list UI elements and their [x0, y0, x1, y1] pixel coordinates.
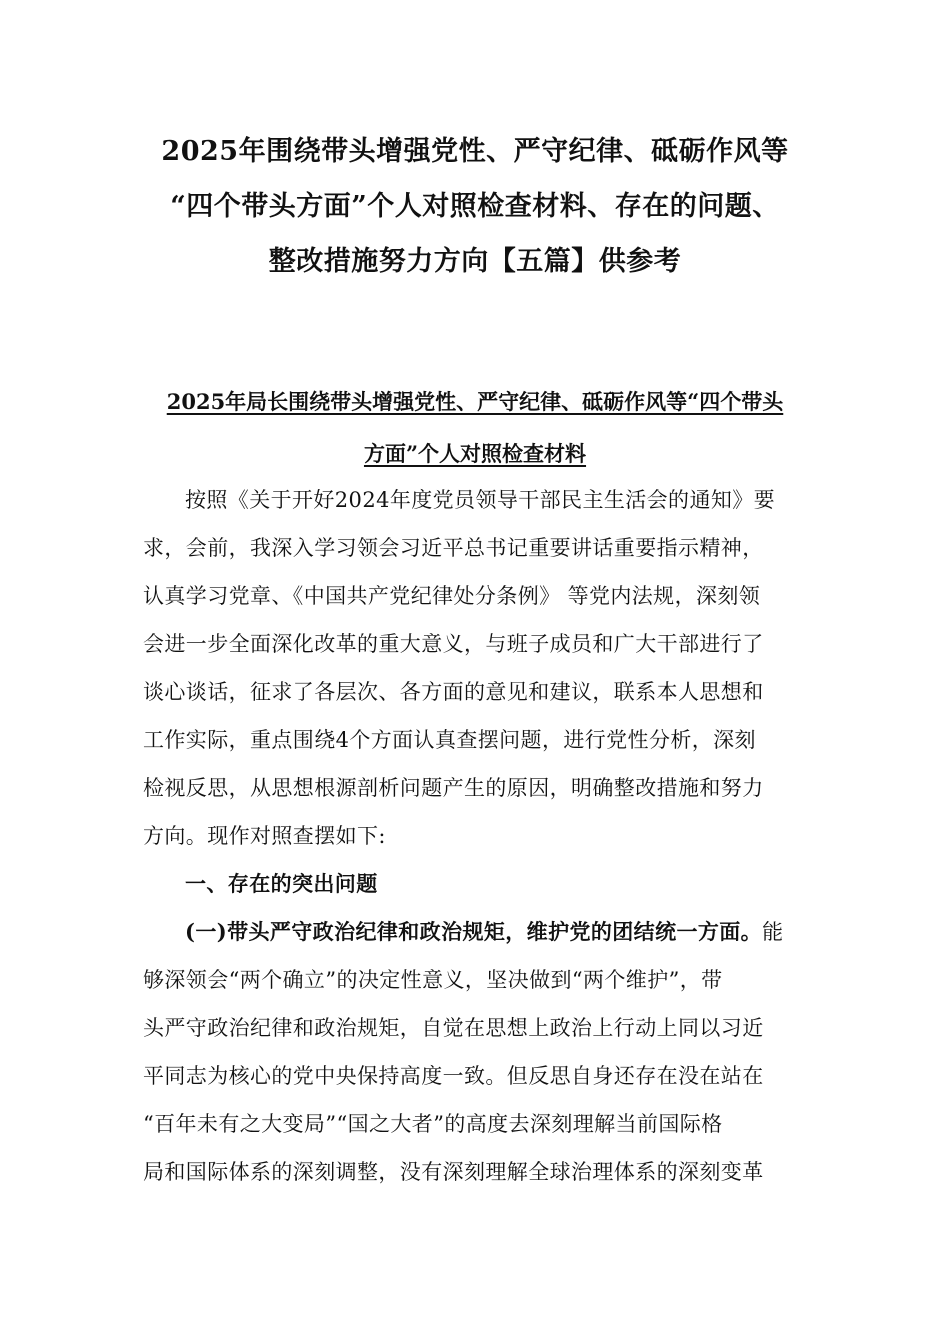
sub-heading-bold: (一)带头严守政治纪律和政治规矩，维护党的团结统一方面。: [185, 919, 763, 944]
document-title: [120, 124, 830, 289]
document-title-line: “四个带头方面”个人对照检查材料、存在的问题、: [170, 191, 780, 222]
heading-1: 一、存在的突出问题: [185, 871, 378, 896]
intro-line: 谈心谈话，征求了各层次、各方面的意见和建议，联系本人思想和: [143, 680, 764, 704]
document-title-line: 2025年围绕带头增强党性、严守纪律、砥砺作风等: [161, 136, 789, 167]
intro-line: 会进一步全面深化改革的重大意义，与班子成员和广大干部进行了: [143, 632, 764, 656]
document-body: [143, 476, 813, 1196]
intro-line: 按照《关于开好2024年度党员领导干部民主生活会的通知》要: [185, 488, 776, 512]
paragraph-line: 够深领会“两个确立”的决定性意义，坚决做到“两个维护”，带: [143, 968, 723, 992]
section-title-line: 方面”个人对照检查材料: [363, 441, 587, 466]
intro-line: 工作实际，重点围绕4个方面认真查摆问题，进行党性分析，深刻: [143, 728, 756, 752]
intro-line: 认真学习党章、《中国共产党纪律处分条例》 等党内法规，深刻领: [143, 584, 761, 608]
paragraph-line: 平同志为核心的党中央保持高度一致。但反思自身还存在没在站在: [143, 1064, 764, 1088]
sub-heading-rest: 能: [762, 920, 784, 944]
intro-line: 求，会前，我深入学习领会习近平总书记重要讲话重要指示精神，: [143, 536, 764, 560]
section-title: [120, 376, 830, 480]
intro-line: 检视反思，从思想根源剖析问题产生的原因，明确整改措施和努力: [143, 776, 764, 800]
paragraph-line: “百年未有之大变局”“国之大者”的高度去深刻理解当前国际格: [143, 1112, 723, 1136]
paragraph-line: 局和国际体系的深刻调整，没有深刻理解全球治理体系的深刻变革: [143, 1160, 764, 1184]
section-title-line: 2025年局长围绕带头增强党性、严守纪律、砥砺作风等“四个带头: [166, 389, 784, 414]
sub-heading-line: [143, 908, 813, 956]
intro-line: 方向。现作对照查摆如下:: [143, 824, 386, 848]
paragraph-line: 头严守政治纪律和政治规矩，自觉在思想上政治上行动上同以习近: [143, 1016, 764, 1040]
document-title-line: 整改措施努力方向【五篇】供参考: [268, 246, 682, 277]
